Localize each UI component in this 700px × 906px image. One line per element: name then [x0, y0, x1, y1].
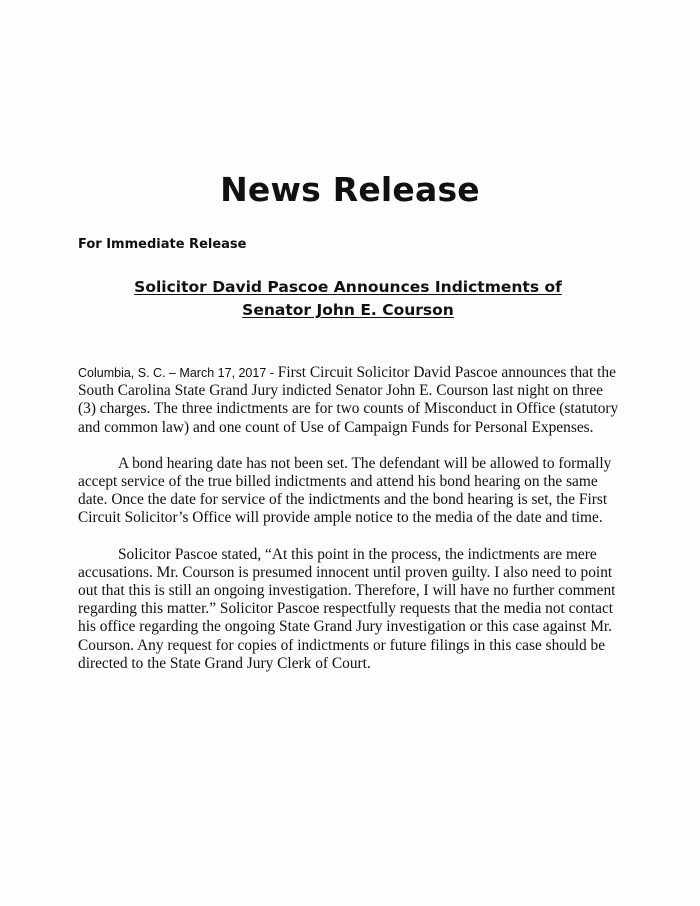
paragraph-2: A bond hearing date has not been set. The defendant will be allowed to formally accept service of the true billed indictments and attend his bond hearing on the same date. Once the date for service of the indictments and the bond hearing is set, the First Circuit Solicitor’s Office will provide ample notice to the media of the date and time.	[78, 454, 612, 527]
body-text	[78, 364, 623, 691]
paragraph-1-text: First Circuit Solicitor David Pascoe announces that the South Carolina State Grand Jury indicted Senator John E. Courson last night on three (3) charges. The three indictments are for two counts of Misconduct in Office (statutory and common law) and one count of Use of Campaign Funds for Personal Expenses.	[78, 364, 619, 436]
headline-line-1: Solicitor David Pascoe Announces Indictments of	[134, 278, 562, 296]
release-tag: For Immediate Release	[78, 237, 247, 252]
paragraph-1	[78, 364, 623, 437]
document-title: News Release	[220, 170, 480, 209]
dateline: Columbia, S. C. – March 17, 2017 -	[78, 366, 274, 380]
headline	[78, 276, 618, 322]
headline-line-2: Senator John E. Courson	[242, 301, 454, 319]
paragraph-3: Solicitor Pascoe stated, “At this point in the process, the indictments are mere accusations. Mr. Courson is presumed innocent until proven guilty. I also need to point out that this is still an ongoing investigation. Therefore, I will have no further comment regarding this matter.” Solicitor Pascoe respectfully requests that the media not contact his office regarding the ongoing State Grand Jury investigation or this case against Mr. Courson. Any request for copies of indictments or future filings in this case should be directed to the State Grand Jury Clerk of Court.	[78, 545, 616, 672]
